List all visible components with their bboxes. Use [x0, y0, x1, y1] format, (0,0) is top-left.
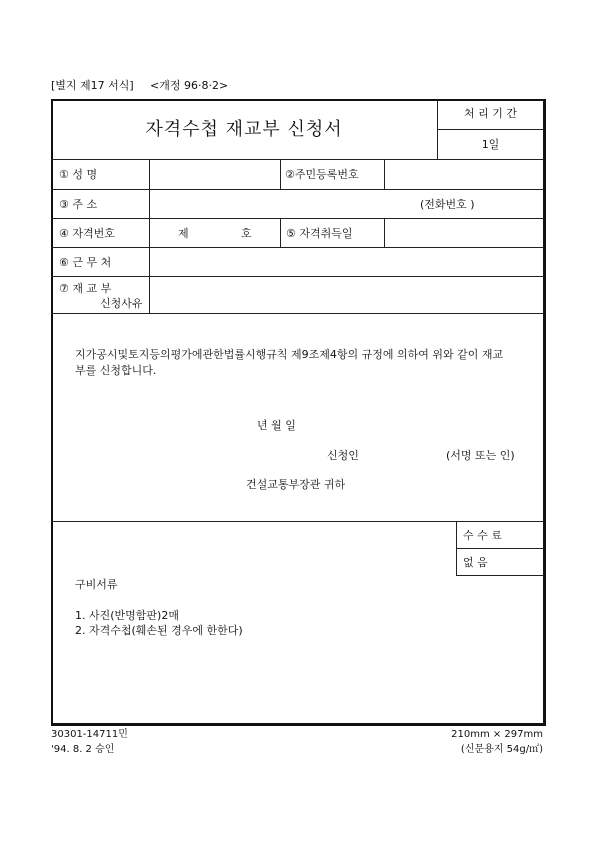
cert-date-label: ⑤ 자격취득일 [286, 227, 353, 240]
footer-paper: (신문용지 54g/㎡) [460, 744, 543, 755]
rule-row3-mid [280, 218, 281, 247]
name-label: ① 성 명 [59, 168, 98, 181]
document-item: 2. 자격수첩(훼손된 경우에 한한다) [75, 624, 243, 637]
documents-heading: 구비서류 [75, 578, 118, 591]
date-label: 년 월 일 [257, 419, 296, 432]
footer-size: 210mm × 297mm [451, 729, 543, 740]
cert-number-ho: 호 [241, 227, 252, 240]
rule-title-bottom [51, 159, 544, 160]
rule-row-3 [51, 247, 544, 248]
document-item: 1. 사진(반명함판)2매 [75, 609, 179, 622]
processing-value: 1일 [481, 138, 500, 151]
revision-note: <개정 96·8·2> [150, 79, 229, 92]
address-label: ③ 주 소 [59, 198, 98, 211]
fee-value: 없 음 [463, 556, 488, 569]
rule-row-2 [51, 218, 544, 219]
reason-label-line1: ⑦ 재 교 부 [59, 282, 112, 295]
rule-row1-right [384, 159, 385, 189]
statement-line1: 지가공시및토지등의평가에관한법률시행규칙 제9조제4항의 규정에 의하여 위와 같이 재교 [75, 348, 504, 361]
processing-label: 처 리 기 간 [464, 107, 517, 120]
rule-row-4 [51, 276, 544, 277]
applicant-label: 신청인 [327, 449, 359, 462]
fee-label: 수 수 료 [463, 529, 502, 542]
recipient: 건설교통부장관 귀하 [246, 478, 346, 491]
rule-row1-mid [280, 159, 281, 189]
reason-label-line2: 신청사유 [100, 297, 143, 310]
statement-line2: 부를 신청합니다. [75, 364, 157, 377]
rrn-label: ②주민등록번호 [285, 168, 359, 181]
rule-row-1 [51, 189, 544, 190]
rule-statement-bottom [51, 521, 544, 522]
rule-fee-mid [456, 548, 544, 549]
rule-label-col [149, 159, 150, 313]
rule-row-5 [51, 313, 544, 314]
form-number: [별지 제17 서식] [51, 79, 134, 92]
cert-number-je: 제 [178, 227, 189, 240]
form-title: 자격수첩 재교부 신청서 [145, 119, 343, 140]
rule-fee-bottom [456, 575, 544, 576]
rule-row3-right [384, 218, 385, 247]
cert-number-label: ④ 자격번호 [59, 227, 115, 240]
workplace-label: ⑥ 근 무 처 [59, 256, 112, 269]
footer-approval: '94. 8. 2 승인 [51, 744, 115, 755]
signature-label: (서명 또는 인) [446, 449, 515, 462]
phone-label: (전화번호 ) [420, 198, 475, 211]
rule-processing-mid [437, 129, 544, 130]
footer-code: 30301-14711민 [51, 729, 128, 740]
rule-fee-left [456, 521, 457, 575]
